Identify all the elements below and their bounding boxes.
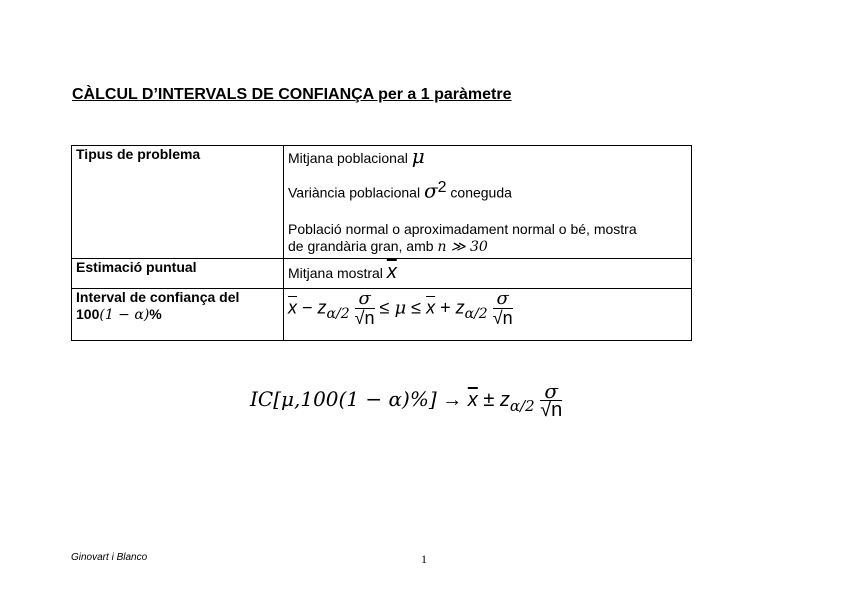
population-variance-text: Variància poblacional: [288, 184, 421, 201]
ci-label-suffix: %: [149, 306, 162, 322]
sigma-over-root-n: [540, 379, 563, 421]
footer-author: Ginovart i Blanco: [71, 552, 148, 563]
z-subscript: α/2: [509, 396, 535, 415]
xbar-symbol: $\overline{x}$: [426, 297, 436, 318]
sample-size-text: de grandària gran, amb: [288, 237, 434, 254]
row-content-point-estimate: [284, 259, 692, 289]
row-label-confidence-interval: [72, 289, 284, 341]
exponent: 2: [437, 179, 447, 196]
arrow-symbol: →: [442, 388, 463, 411]
plus-sign: +: [440, 297, 451, 318]
fraction-numerator: σ: [544, 379, 559, 403]
main-formula: [250, 379, 563, 421]
table-row: [72, 259, 692, 289]
le-sign: ≤: [379, 297, 390, 318]
sample-mean-text: Mitjana mostral: [288, 265, 383, 281]
fraction-numerator: σ: [496, 288, 509, 309]
table-row: [72, 289, 692, 341]
ci-label-line1: Interval de confiança del: [76, 289, 240, 305]
z-symbol: z: [317, 297, 327, 318]
sigma-symbol: σ: [423, 178, 438, 203]
z-symbol: z: [455, 297, 465, 318]
xbar-symbol: $\overline{x}$: [467, 388, 478, 411]
ci-label-line2: [76, 306, 279, 324]
row-label-point-estimate: Estimació puntual: [72, 259, 284, 289]
sample-size-line: [288, 238, 687, 256]
page-number: 1: [421, 552, 427, 566]
problem-table: [71, 145, 692, 341]
xbar-symbol: $\overline{x}$: [386, 261, 397, 283]
known-text: coneguda: [450, 184, 512, 201]
le-sign: ≤: [411, 297, 422, 318]
population-mean-text: Mitjana poblacional: [288, 150, 408, 166]
ci-formula: [288, 290, 513, 327]
fraction-denominator: √n: [492, 308, 513, 328]
ci-formula-cell: [284, 289, 692, 341]
sigma-over-root-n: [355, 290, 375, 327]
xbar-symbol: $\overline{x}$: [288, 297, 297, 318]
fraction-numerator: σ: [358, 288, 371, 309]
plus-minus-sign: ±: [483, 388, 495, 411]
page-title: CÀLCUL D’INTERVALS DE CONFIANÇA per a 1 paràmetre: [72, 86, 512, 103]
minus-sign: −: [302, 297, 313, 318]
population-mean-line: [288, 144, 687, 168]
population-variance-line: [288, 179, 687, 202]
z-subscript: α/2: [326, 305, 350, 322]
fraction-denominator: √n: [540, 399, 563, 421]
table-row: [72, 146, 692, 259]
row-content-problem-type: [284, 146, 692, 259]
row-label-problem-type: Tipus de problema: [72, 146, 284, 259]
normal-population-text: Població normal o aproximadament normal o bé, mostra: [288, 220, 637, 237]
fraction-denominator: √n: [354, 308, 375, 328]
main-formula-lhs: IC[μ,100(1 − α)%]: [250, 386, 437, 411]
z-symbol: z: [499, 388, 510, 411]
z-subscript: α/2: [464, 305, 488, 322]
sigma-over-root-n: [493, 290, 513, 327]
ci-label-math: (1 − α): [99, 307, 150, 323]
sample-size-condition: n ≫ 30: [437, 238, 488, 255]
ci-label-prefix: 100: [76, 306, 100, 322]
mu-symbol: μ: [411, 144, 425, 168]
mu-symbol: μ: [394, 297, 407, 319]
